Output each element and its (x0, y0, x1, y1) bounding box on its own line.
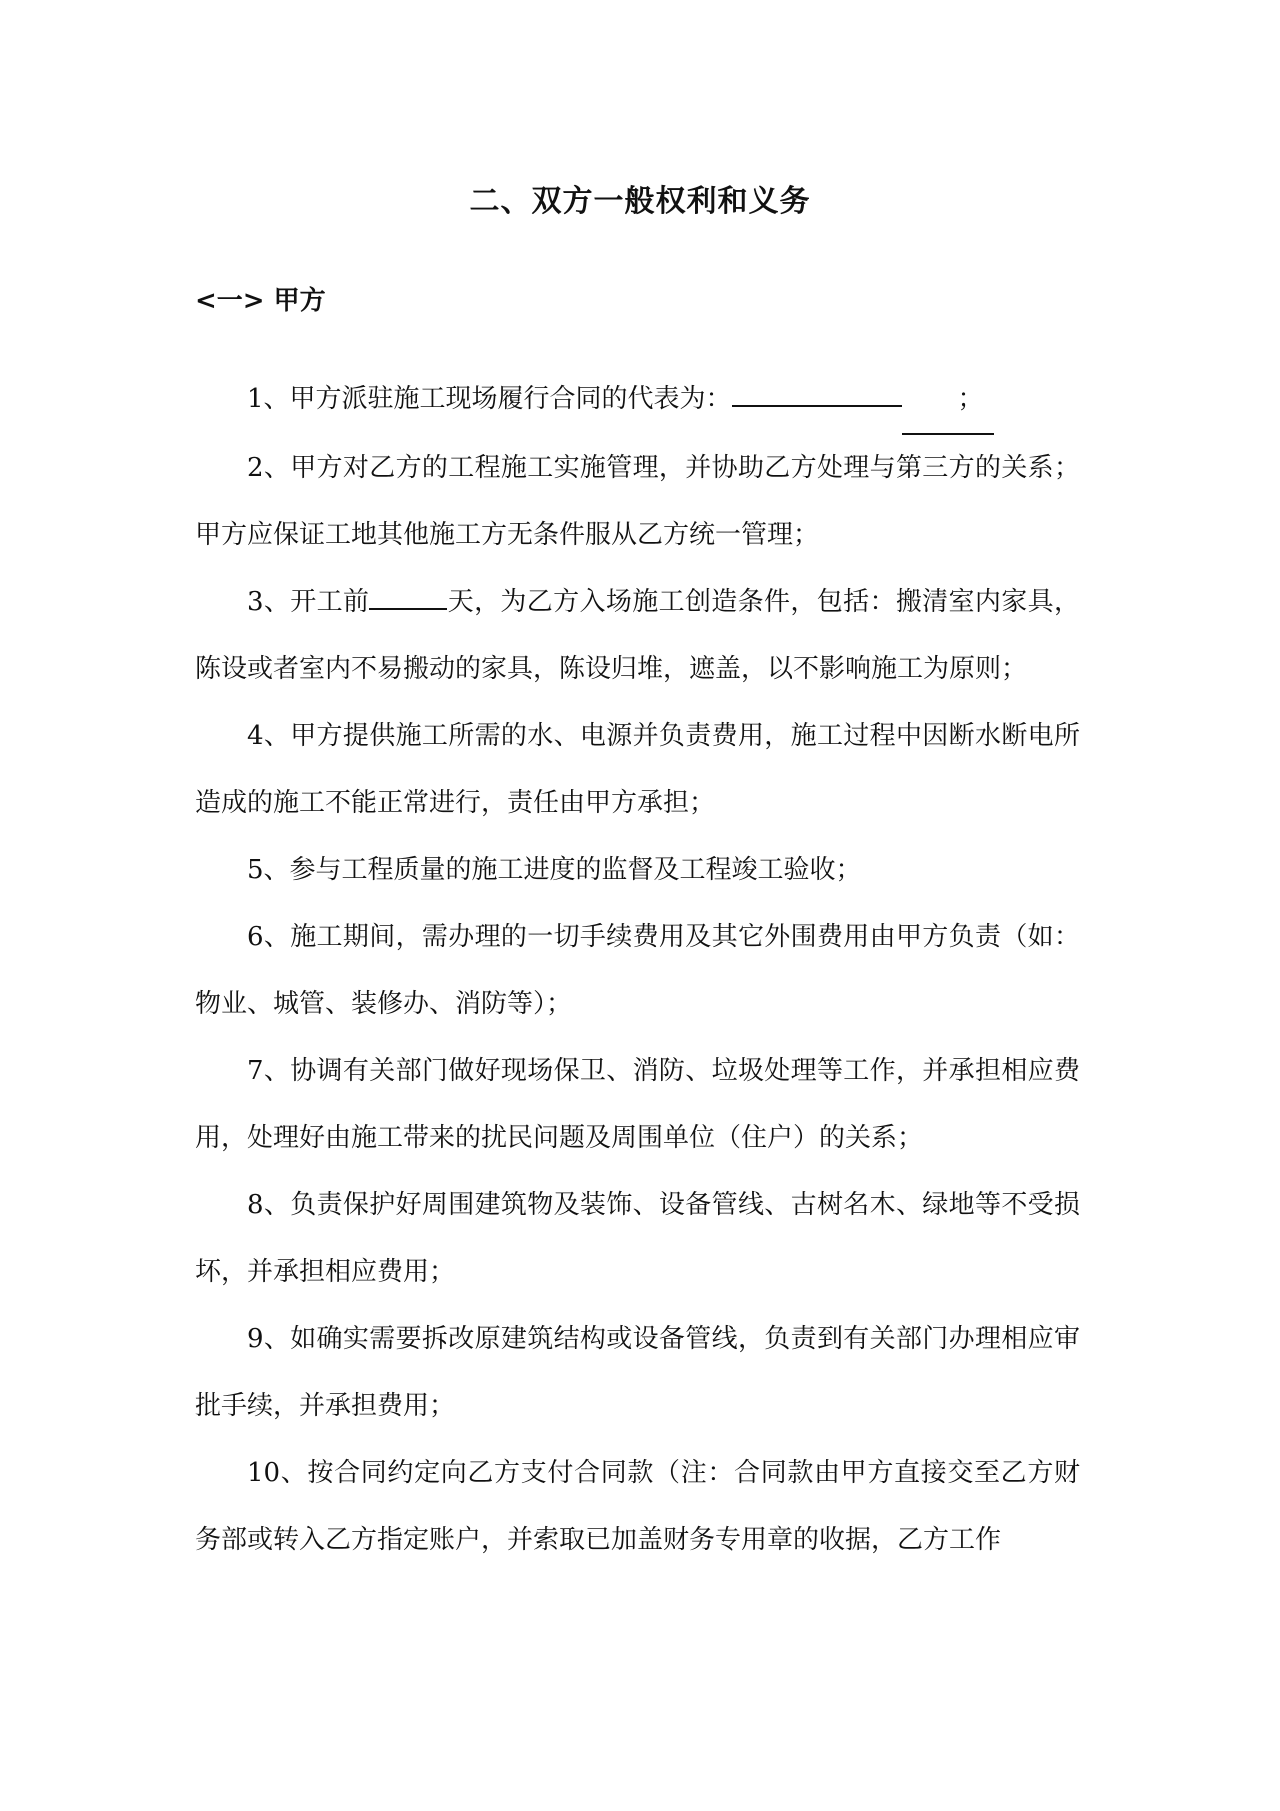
clause-1 (195, 366, 1080, 435)
days-blank (369, 578, 447, 610)
clause-2: 2、甲方对乙方的工程施工实施管理，并协助乙方处理与第三方的关系；甲方应保证工地其他施工方无条件服从乙方统一管理； (195, 453, 1080, 550)
obligations-list (195, 366, 1080, 1574)
clause-3-text-start: 3、开工前 (247, 587, 370, 617)
party-a-heading: <一> 甲方 (195, 286, 326, 316)
clause-8: 8、负责保护好周围建筑物及装饰、设备管线、古树名木、绿地等不受损坏，并承担相应费用； (195, 1190, 1080, 1287)
clause-1-text: 1、甲方派驻施工现场履行合同的代表为： (247, 384, 732, 414)
clause-5: 5、参与工程质量的施工进度的监督及工程竣工验收； (247, 855, 862, 885)
section-title: 二、双方一般权利和义务 (469, 184, 811, 219)
clause-3 (195, 569, 1080, 703)
clause-1-end: ； (902, 366, 994, 435)
clause-7: 7、协调有关部门做好现场保卫、消防、垃圾处理等工作，并承担相应费用，处理好由施工带来的扰民问题及周围单位（住户）的关系； (195, 1056, 1080, 1153)
clause-10: 10、按合同约定向乙方支付合同款（注：合同款由甲方直接交至乙方财务部或转入乙方指定账户，并索取已加盖财务专用章的收据，乙方工作 (195, 1458, 1080, 1555)
clause-9: 9、如确实需要拆改原建筑结构或设备管线，负责到有关部门办理相应审批手续，并承担费用； (195, 1324, 1080, 1421)
representative-blank (732, 375, 902, 407)
clause-6: 6、施工期间，需办理的一切手续费用及其它外围费用由甲方负责（如：物业、城管、装修办、消防等）； (195, 922, 1080, 1019)
clause-4: 4、甲方提供施工所需的水、电源并负责费用，施工过程中因断水断电所造成的施工不能正常进行，责任由甲方承担； (195, 721, 1080, 818)
clause-3-text-end: 天，为乙方入场施工创造条件，包括：搬清室内家具，陈设或者室内不易搬动的家具，陈设归堆，遮盖，以不影响施工为原则； (195, 587, 1080, 684)
